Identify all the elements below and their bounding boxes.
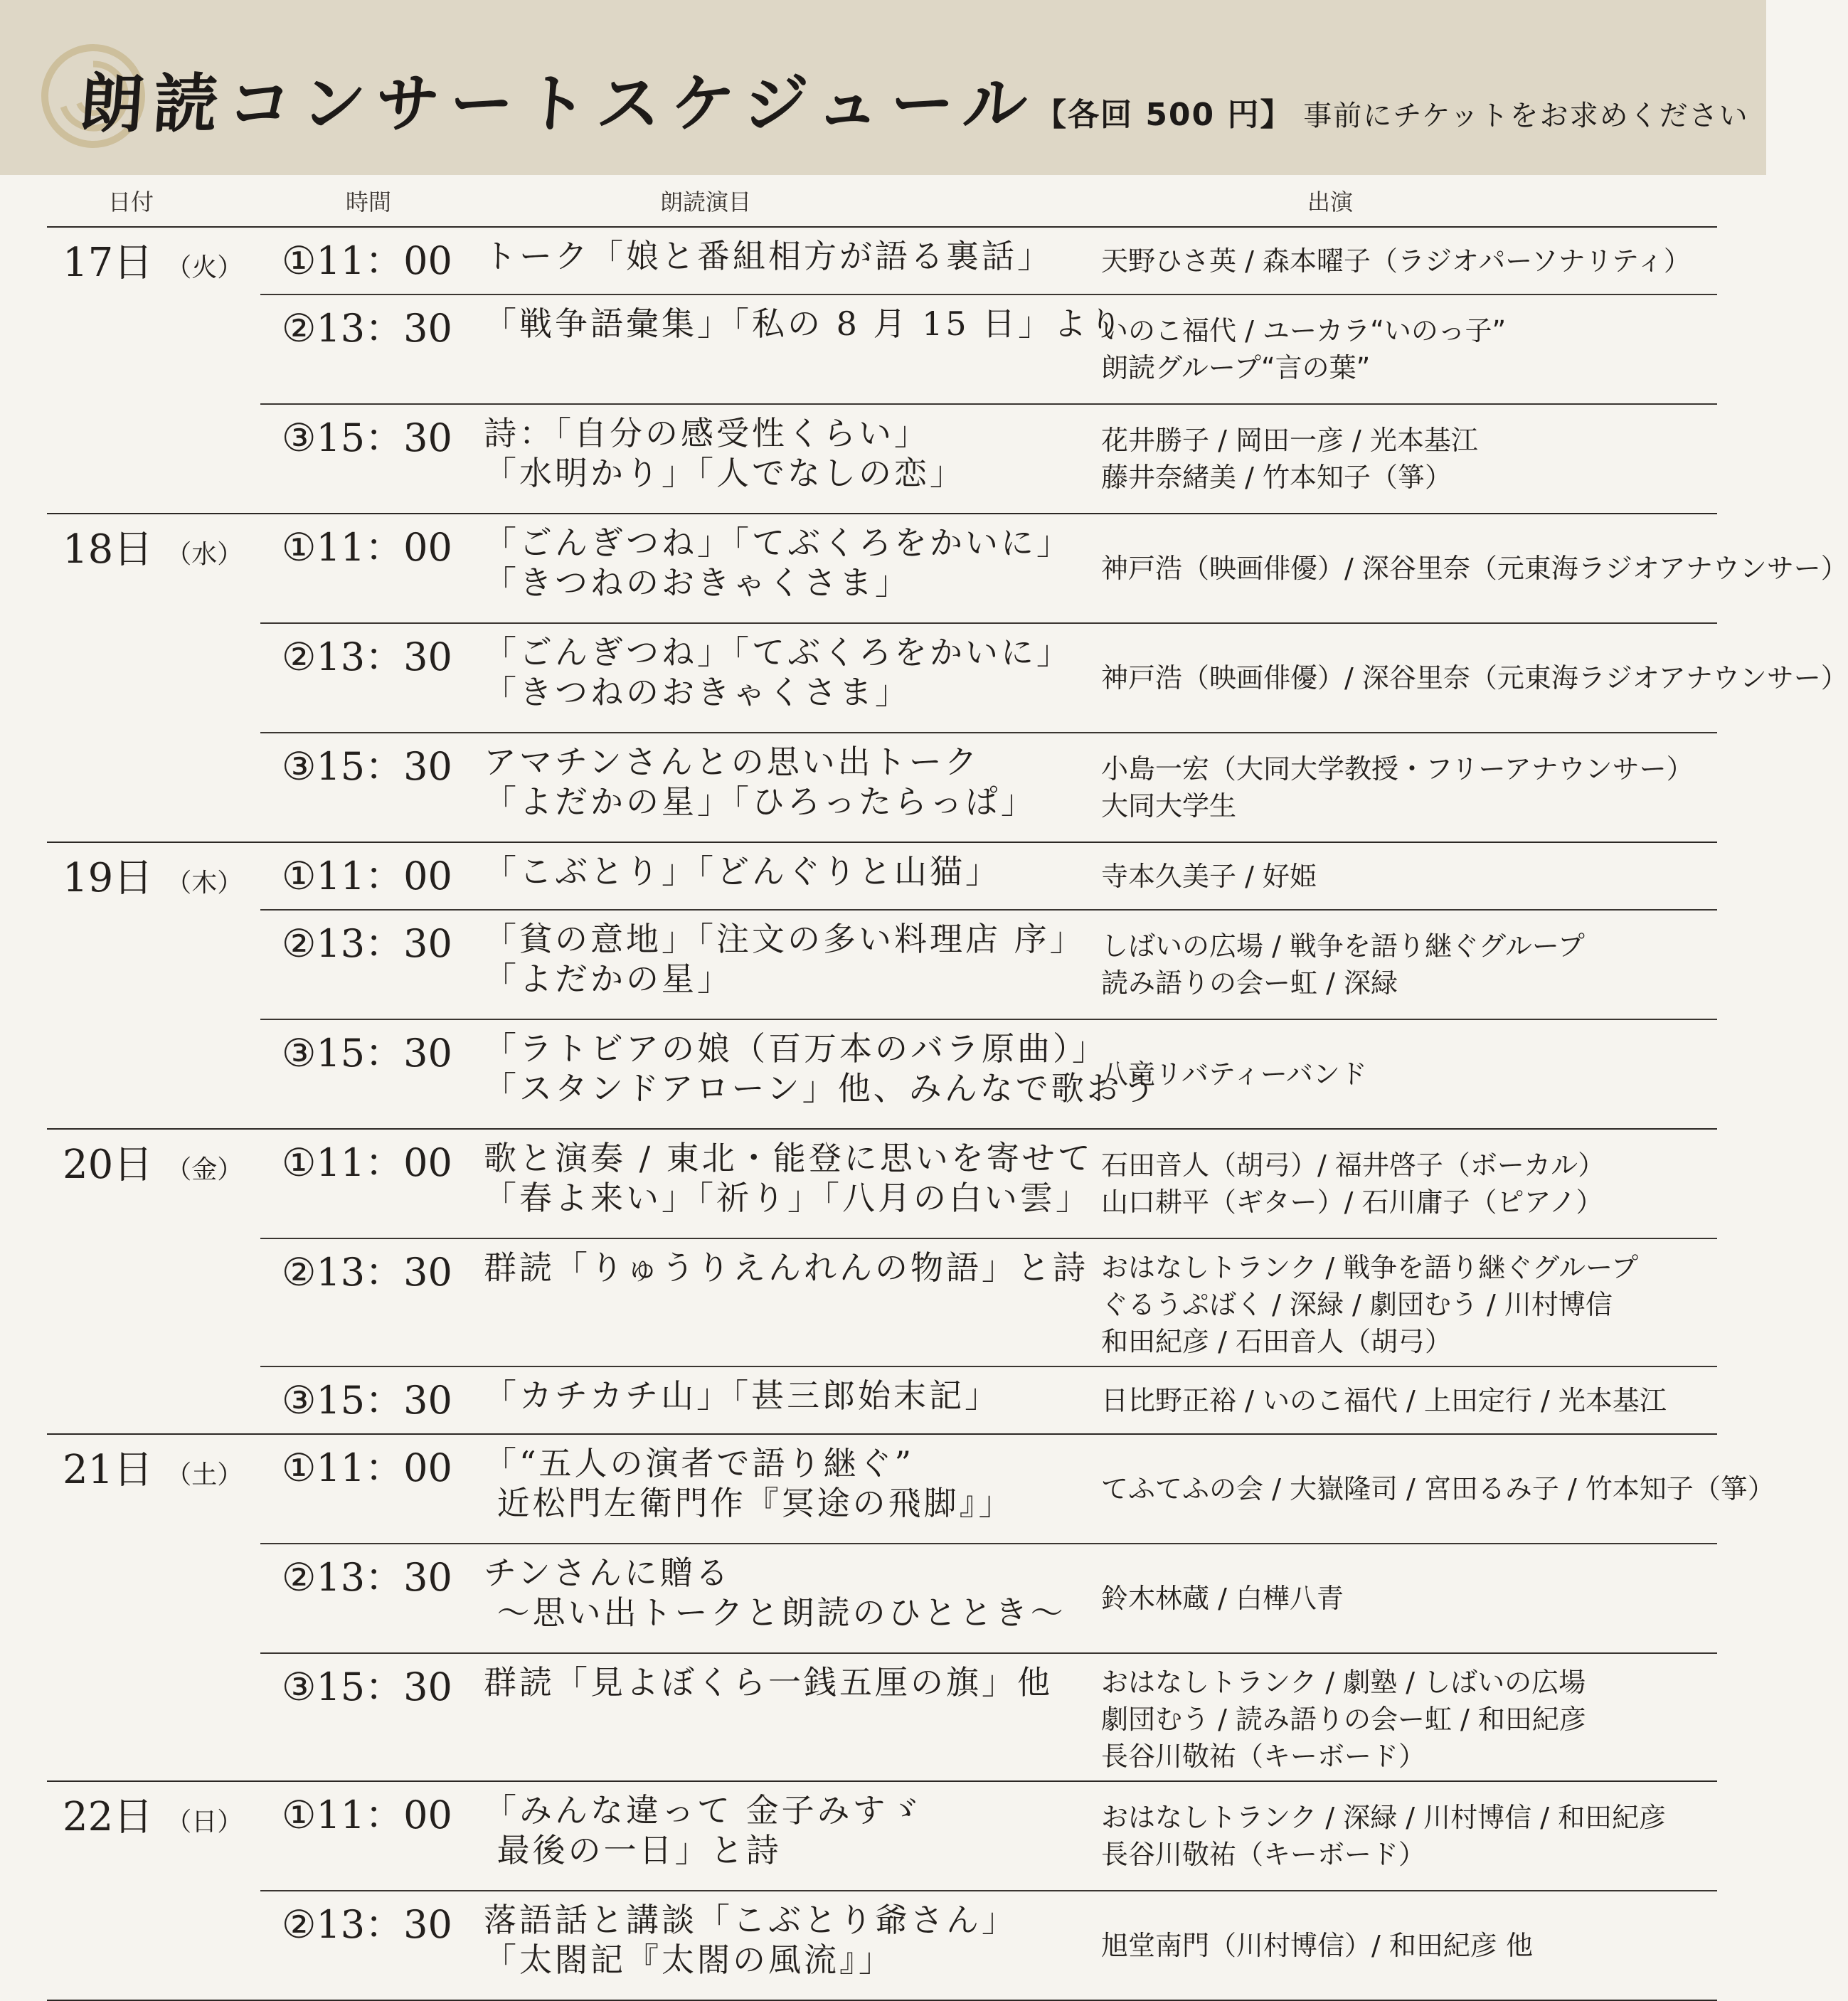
slot-time: ①11：00 bbox=[282, 525, 452, 570]
day-label bbox=[63, 1789, 243, 1851]
column-header-program: 朗読演目 bbox=[660, 189, 752, 216]
day-of-week: （火） bbox=[166, 253, 243, 282]
slot-time: ②13：30 bbox=[282, 635, 452, 679]
day-date: 18日 bbox=[63, 526, 154, 573]
schedule-row bbox=[260, 733, 1717, 842]
performers-list: 鈴木林蔵 / 白樺八青 bbox=[1101, 1583, 1344, 1614]
schedule-table bbox=[47, 226, 1848, 2001]
program-title: 歌と演奏 / 東北・能登に思いを寄せて 「春よ来い」「祈り」「八月の白い雲」 bbox=[484, 1139, 1093, 1217]
program-title: 群読「りゅうりえんれんの物語」と詩 bbox=[484, 1248, 1088, 1287]
day-group bbox=[47, 1130, 1717, 1435]
program-title: 「“五人の演者で語り継ぐ” 近松門左衛門作『冥途の飛脚』」 bbox=[484, 1444, 1014, 1522]
day-label bbox=[63, 1442, 243, 1504]
program-title: チンさんに贈る 〜思い出トークと朗読のひととき〜 bbox=[484, 1554, 1066, 1632]
program-title: 「貧の意地」「注文の多い料理店 序」 「よだかの星」 bbox=[484, 920, 1085, 998]
schedule-row bbox=[260, 1239, 1717, 1367]
day-date: 17日 bbox=[63, 240, 154, 286]
schedule-row bbox=[260, 1782, 1717, 1891]
schedule-row bbox=[260, 1367, 1717, 1433]
slot-time: ③15：30 bbox=[282, 1031, 452, 1076]
performers-list: てふてふの会 / 大嶽隆司 / 宮田るみ子 / 竹本知子（箏） bbox=[1101, 1473, 1775, 1504]
day-label bbox=[63, 521, 243, 583]
performers-list: 神戸浩（映画俳優）/ 深谷里奈（元東海ラジオアナウンサー） bbox=[1101, 662, 1848, 694]
performers-list: 八竜リバティーバンド bbox=[1101, 1058, 1367, 1090]
schedule-row bbox=[260, 1891, 1717, 2000]
schedule-row bbox=[260, 624, 1848, 733]
schedule-row bbox=[260, 228, 1717, 295]
header-banner bbox=[0, 0, 1766, 175]
slot-time: ③15：30 bbox=[282, 415, 452, 460]
day-date: 21日 bbox=[63, 1447, 154, 1493]
day-of-week: （金） bbox=[166, 1155, 243, 1184]
day-of-week: （日） bbox=[166, 1808, 243, 1837]
program-title: 「カチカチ山」「甚三郎始末記」 bbox=[484, 1376, 1001, 1415]
slot-time: ③15：30 bbox=[282, 744, 452, 789]
day-group bbox=[47, 228, 1717, 514]
schedule-row bbox=[260, 405, 1717, 513]
column-header-time: 時間 bbox=[346, 189, 392, 216]
day-date: 19日 bbox=[63, 855, 154, 901]
schedule-row bbox=[260, 514, 1848, 624]
program-title: 「ラトビアの娘（百万本のバラ原曲）」 「スタンドアローン」他、みんなで歌おう bbox=[484, 1029, 1158, 1108]
slot-time: ②13：30 bbox=[282, 1902, 452, 1947]
slot-time: ①11：00 bbox=[282, 854, 452, 898]
schedule-row bbox=[260, 1130, 1717, 1239]
performers-list: おはなしトランク / 深緑 / 川村博信 / 和田紀彦 長谷川敬祐（キーボード） bbox=[1101, 1802, 1667, 1870]
slot-time: ①11：00 bbox=[282, 1140, 452, 1185]
day-of-week: （土） bbox=[166, 1460, 243, 1490]
day-of-week: （水） bbox=[166, 540, 243, 569]
day-group bbox=[47, 843, 1717, 1130]
ticket-notice bbox=[1035, 94, 1749, 137]
performers-list: 日比野正裕 / いのこ福代 / 上田定行 / 光本基江 bbox=[1101, 1385, 1667, 1416]
performers-list: 花井勝子 / 岡田一彦 / 光本基江 藤井奈緒美 / 竹本知子（箏） bbox=[1101, 425, 1478, 493]
day-group bbox=[47, 1782, 1717, 2001]
performers-list: いのこ福代 / ユーカラ“いのっ子” 朗読グループ“言の葉” bbox=[1101, 315, 1507, 383]
program-title: トーク「娘と番組相方が語る裏話」 bbox=[484, 237, 1053, 275]
day-of-week: （木） bbox=[166, 869, 243, 898]
performers-list: 旭堂南門（川村博信）/ 和田紀彦 他 bbox=[1101, 1930, 1533, 1961]
program-title: 「戦争語彙集」「私の 8 月 15 日」より bbox=[484, 304, 1125, 343]
slot-time: ②13：30 bbox=[282, 921, 452, 966]
schedule-row bbox=[260, 1654, 1717, 1780]
performers-list: おはなしトランク / 劇塾 / しばいの広場 劇団むう / 読み語りの会ー虹 / 和田紀彦 長谷川敬祐（キーボード） bbox=[1101, 1667, 1586, 1772]
program-title: 落語話と講談「こぶとり爺さん」 「太閤記『太閤の風流』」 bbox=[484, 1901, 1017, 1979]
column-header-date: 日付 bbox=[108, 189, 154, 216]
notice-text: 事前にチケットをお求めください bbox=[1303, 100, 1749, 132]
performers-list: 神戸浩（映画俳優）/ 深谷里奈（元東海ラジオアナウンサー） bbox=[1101, 553, 1848, 584]
schedule-row bbox=[260, 1020, 1717, 1128]
column-header-performers: 出演 bbox=[1307, 189, 1354, 216]
slot-time: ②13：30 bbox=[282, 1250, 452, 1295]
slot-time: ③15：30 bbox=[282, 1665, 452, 1709]
day-group bbox=[47, 514, 1848, 843]
program-title: 「ごんぎつね」「てぶくろをかいに」 「きつねのおきゃくさま」 bbox=[484, 633, 1072, 711]
slot-time: ①11：00 bbox=[282, 1793, 452, 1837]
schedule-row bbox=[260, 295, 1717, 405]
schedule-row bbox=[260, 843, 1717, 911]
slot-time: ①11：00 bbox=[282, 1445, 452, 1490]
program-title: アマチンさんとの思い出トーク 「よだかの星」「ひろったらっぱ」 bbox=[484, 743, 1036, 821]
slot-time: ②13：30 bbox=[282, 306, 452, 351]
page-title: 朗読コンサートスケジュール bbox=[77, 67, 1040, 142]
performers-list: 寺本久美子 / 好姫 bbox=[1101, 861, 1317, 892]
slot-time: ③15：30 bbox=[282, 1378, 452, 1423]
day-date: 20日 bbox=[63, 1142, 154, 1188]
program-title: 「こぶとり」「どんぐりと山猫」 bbox=[484, 852, 1001, 891]
performers-list: おはなしトランク / 戦争を語り継ぐグループ ぐるうぷばく / 深緑 / 劇団むう / 川村博信 和田紀彦 / 石田音人（胡弓） bbox=[1101, 1252, 1639, 1357]
program-title: 詩：「自分の感受性くらい」 「水明かり」「人でなしの恋」 bbox=[484, 414, 965, 492]
slot-time: ①11：00 bbox=[282, 238, 452, 283]
day-label bbox=[63, 1137, 243, 1199]
day-label bbox=[63, 235, 243, 297]
performers-list: 小島一宏（大同大学教授・フリーアナウンサー） 大同大学生 bbox=[1101, 753, 1694, 822]
schedule-row bbox=[260, 1435, 1775, 1544]
day-date: 22日 bbox=[63, 1794, 154, 1840]
performers-list: 石田音人（胡弓）/ 福井啓子（ボーカル） 山口耕平（ギター）/ 石川庸子（ピアノ） bbox=[1101, 1150, 1605, 1218]
day-group bbox=[47, 1435, 1775, 1782]
price-label: 【各回 500 円】 bbox=[1035, 97, 1293, 133]
program-title: 「みんな違って 金子みすゞ 最後の一日」と詩 bbox=[484, 1791, 924, 1869]
performers-list: しばいの広場 / 戦争を語り継ぐグループ 読み語りの会ー虹 / 深緑 bbox=[1101, 930, 1585, 999]
slot-time: ②13：30 bbox=[282, 1555, 452, 1600]
program-title: 「ごんぎつね」「てぶくろをかいに」 「きつねのおきゃくさま」 bbox=[484, 524, 1072, 602]
day-label bbox=[63, 850, 243, 912]
performers-list: 天野ひさ英 / 森本曜子（ラジオパーソナリティ） bbox=[1101, 245, 1691, 277]
schedule-row bbox=[260, 1544, 1717, 1654]
schedule-row bbox=[260, 911, 1717, 1020]
program-title: 群読「見よぼくら一銭五厘の旗」他 bbox=[484, 1663, 1053, 1702]
